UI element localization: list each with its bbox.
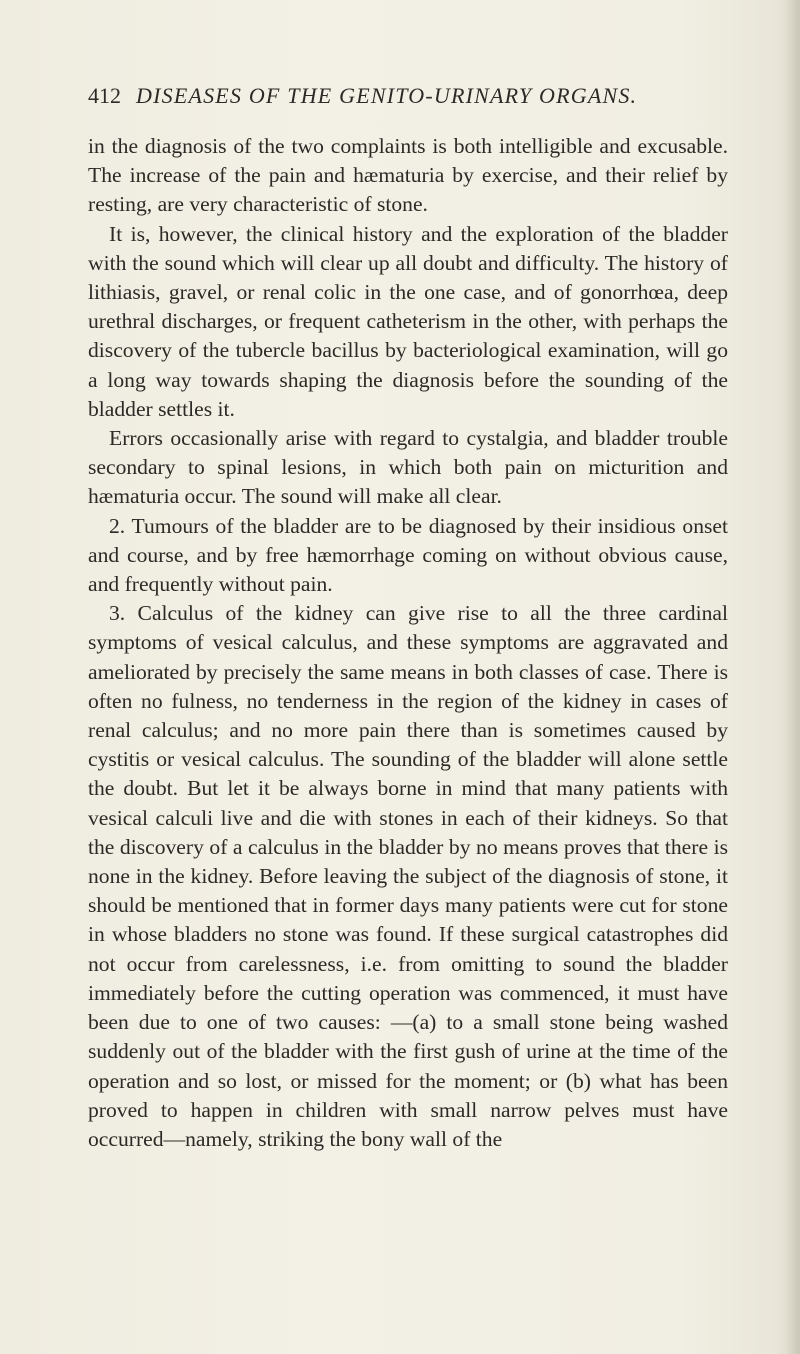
page-number: 412	[88, 83, 121, 108]
paragraph: It is, however, the clinical history and the exploration of the bladder with the sound which will clear up all doubt and difficulty. The history of lithiasis, gravel, or renal colic in the one case, and of gonorrhœa, deep urethral discharges, or frequent catheterism in the other, with perhaps the discovery of the tubercle bacillus by bacteriological examination, will go a long way towards shaping the diagnosis before the sounding of the bladder settles it.	[88, 221, 728, 421]
running-head: DISEASES OF THE GENITO-URINARY ORGANS.	[136, 83, 638, 108]
page-edge-shadow	[786, 0, 800, 1354]
paragraph: Errors occasionally arise with regard to cystalgia, and bladder trouble secondary to spinal lesions, in which both pain on micturition and hæmaturia occur. The sound will make all clear.	[88, 426, 728, 509]
body-text	[88, 132, 728, 1154]
paragraph: 2. Tumours of the bladder are to be diagnosed by their insidious onset and course, and by free hæmorrhage coming on without obvious cause, and frequently without pain.	[88, 513, 728, 597]
page-header	[88, 80, 728, 112]
paragraph: in the diagnosis of the two complaints is both intelligible and excusable. The increase of the pain and hæmaturia by exercise, and their relief by resting, are very characteristic of stone.	[88, 134, 728, 217]
paragraph: 3. Calculus of the kidney can give rise to all the three cardinal symptoms of vesical calculus, and these symptoms are aggravated and ameliorated by precisely the same means in both classes of case. There is often no fulness, no tenderness in the region of the kidney in cases of renal calculus; and no more pain there than is sometimes caused by cystitis or vesical calculus. The sounding of the bladder will alone settle the doubt. But let it be always borne in mind that many patients with vesical calculi live and die with stones in each of their kidneys. So that the discovery of a calculus in the bladder by no means proves that there is none in the kidney. Before leaving the subject of the diagnosis of stone, it should be mentioned that in former days many patients were cut for stone in whose bladders no stone was found. If these surgical catastrophes did not occur from carelessness, i.e. from omitting to sound the bladder immediately before the cutting operation was commenced, it must have been due to one of two causes: —(a) to a small stone being washed suddenly out of the bladder with the first gush of urine at the time of the operation and so lost, or missed for the moment; or (b) what has been proved to happen in children with small narrow pelves must have occurred—namely, striking the bony wall of the	[88, 601, 728, 1151]
